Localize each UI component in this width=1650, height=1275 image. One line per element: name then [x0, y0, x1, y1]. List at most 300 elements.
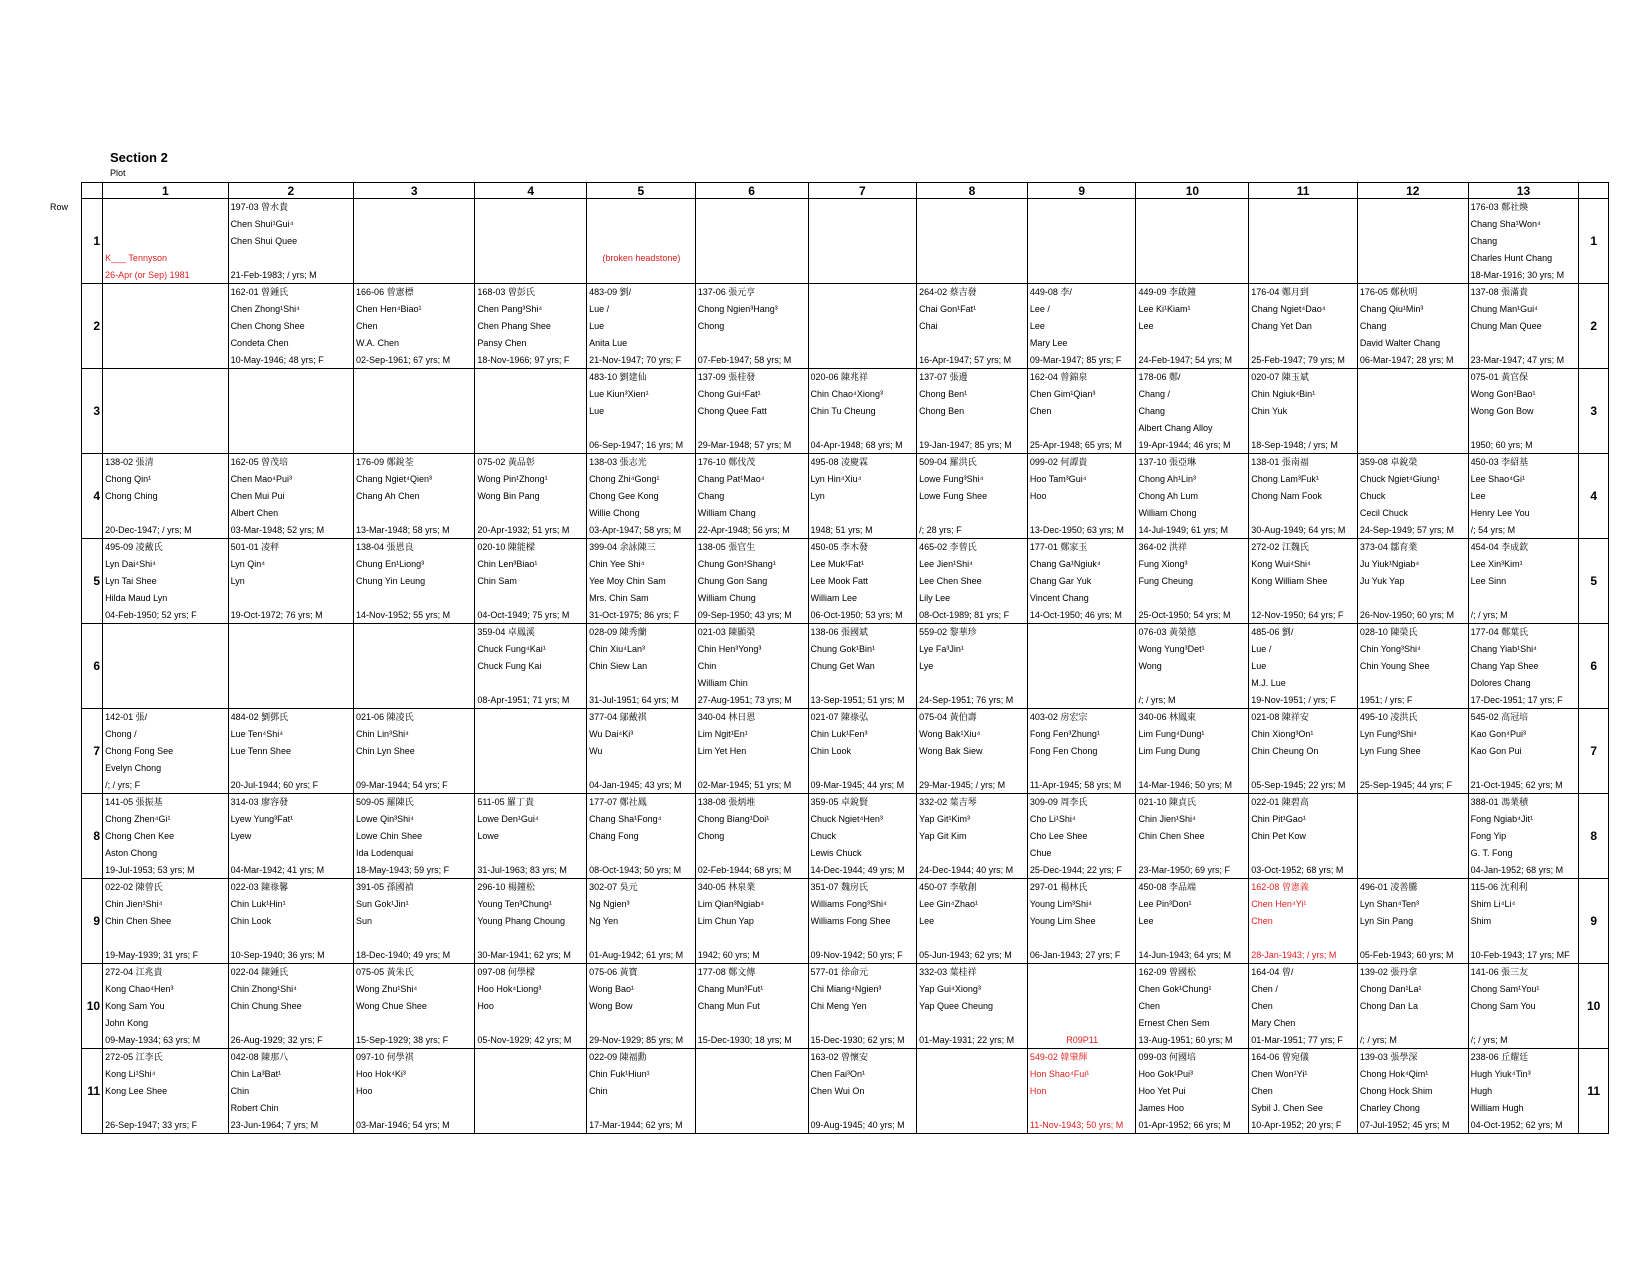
plot-cell — [587, 284, 696, 369]
plot-cell — [587, 199, 696, 284]
pinyin-name: Chi Miang⁴Ngien³ — [810, 984, 882, 994]
english-name — [1138, 846, 1247, 861]
death-date-age-sex: /; / yrs; F — [105, 780, 141, 790]
pinyin-name — [919, 1067, 1026, 1082]
row-number: 7 — [82, 709, 103, 794]
death-date-age-sex: 19-Oct-1972; 76 yrs; M — [230, 610, 323, 620]
plot-id-chinese-name: 377-04 鄔戴祺 — [589, 712, 647, 722]
plot-cell — [103, 284, 228, 369]
pinyin-name: Lee Ki¹Kiam¹ — [1138, 304, 1191, 314]
english-name: K___ Tennyson — [105, 253, 167, 263]
anglicized-name: Young Phang Choung — [477, 916, 566, 926]
death-date-age-sex: 04-Feb-1950; 52 yrs; F — [105, 610, 197, 620]
anglicized-name: Chuck — [810, 831, 837, 841]
anglicized-name: Chin Lyn Shee — [356, 746, 415, 756]
pinyin-name: Chen Gok¹Chung¹ — [1138, 984, 1212, 994]
english-name — [1360, 761, 1467, 776]
anglicized-name: Chang Gar Yuk — [1029, 576, 1092, 586]
pinyin-name: Lee / — [1029, 304, 1050, 314]
english-name: Vincent Chang — [1029, 593, 1089, 603]
pinyin-name: Fong Fen³Zhung¹ — [1029, 729, 1100, 739]
pinyin-name: Chen Mao⁴Pui³ — [230, 474, 292, 484]
plot-cell — [1136, 709, 1249, 794]
death-date-age-sex: 12-Nov-1950; 64 yrs; F — [1251, 610, 1344, 620]
plot-cell — [354, 199, 475, 284]
death-date-age-sex — [1030, 693, 1135, 708]
english-name: Sybil J. Chen See — [1251, 1103, 1323, 1113]
death-date-age-sex — [356, 268, 473, 283]
pinyin-name: Chen Gim¹Qian³ — [1029, 389, 1096, 399]
plot-id-chinese-name — [231, 370, 352, 385]
english-name — [1360, 251, 1467, 266]
english-name — [589, 761, 694, 776]
death-date-age-sex: 09-May-1934; 63 yrs; M — [105, 1035, 201, 1045]
plot-id-chinese-name: 022-09 陳福勳 — [589, 1052, 647, 1062]
death-date-age-sex: 1951; / yrs; F — [1359, 695, 1413, 705]
anglicized-name — [105, 659, 226, 674]
row-number: 2 — [82, 284, 103, 369]
pinyin-name: Williams Fong³Shi⁴ — [810, 899, 887, 909]
death-date-age-sex: 01-Mar-1951; 77 yrs; F — [1251, 1035, 1343, 1045]
death-date-age-sex: 05-Feb-1943; 60 yrs; M — [1359, 950, 1454, 960]
death-date-age-sex: 10-Apr-1952; 20 yrs; F — [1251, 1120, 1342, 1130]
english-name — [356, 931, 473, 946]
plot-id-chinese-name: 272-05 江李氏 — [105, 1052, 163, 1062]
anglicized-name: Chong Ah Lum — [1138, 491, 1199, 501]
plot-row — [82, 454, 1609, 539]
plot-id-chinese-name: 483-10 劉建仙 — [589, 372, 647, 382]
anglicized-name — [1030, 659, 1135, 674]
death-date-age-sex: 10-Sep-1940; 36 yrs; M — [230, 950, 325, 960]
english-name — [231, 251, 352, 266]
english-name — [1030, 506, 1135, 521]
plot-id-chinese-name — [105, 200, 226, 215]
english-name: (broken headstone) — [602, 253, 681, 263]
pinyin-name: Lowe Den¹Gui⁴ — [477, 814, 539, 824]
english-name — [1138, 336, 1247, 351]
row-number: 3 — [1579, 369, 1609, 454]
plot-id-chinese-name: 076-03 黃榮德 — [1138, 627, 1196, 637]
pinyin-name: Chin Xiu⁴Lan³ — [589, 644, 645, 654]
plot-row — [82, 284, 1609, 369]
english-name: William Chung — [697, 593, 756, 603]
english-name: Lewis Chuck — [810, 848, 862, 858]
pinyin-name — [477, 1067, 585, 1082]
pinyin-name: Chen Hen⁴Biao¹ — [356, 304, 422, 314]
pinyin-name: Lue / — [1251, 644, 1272, 654]
plot-cell — [1468, 539, 1579, 624]
english-name: G. T. Fong — [1470, 848, 1513, 858]
pinyin-name: Chin Lin³Shi⁴ — [356, 729, 409, 739]
death-date-age-sex — [231, 438, 352, 453]
anglicized-name: Chin Chen Shee — [1138, 831, 1205, 841]
english-name — [698, 761, 807, 776]
anglicized-name: Lim Chun Yap — [697, 916, 754, 926]
pinyin-name: Chong Ngien³Hang³ — [697, 304, 778, 314]
pinyin-name: Hoo Gok¹Pui³ — [1138, 1069, 1193, 1079]
english-name: W.A. Chen — [356, 338, 400, 348]
plot-id-chinese-name: 162-08 曾憲義 — [1251, 882, 1309, 892]
english-name — [1138, 931, 1247, 946]
english-name: M.J. Lue — [1251, 678, 1286, 688]
plot-cell — [917, 284, 1028, 369]
english-name — [811, 506, 916, 521]
death-date-age-sex: 29-Mar-1948; 57 yrs; M — [697, 440, 792, 450]
plot-id-chinese-name: 495-08 凌慶霖 — [810, 457, 869, 467]
english-name: Hilda Maud Lyn — [105, 593, 168, 603]
english-name — [589, 421, 694, 436]
english-name — [105, 931, 226, 946]
row-number: 9 — [1579, 879, 1609, 964]
death-date-age-sex: 07-Jul-1952; 45 yrs; M — [1359, 1120, 1450, 1130]
plot-cell — [808, 879, 917, 964]
pinyin-name: Lim Fung⁴Dung¹ — [1138, 729, 1205, 739]
pinyin-name: Lyew Yung³Fat¹ — [230, 814, 294, 824]
anglicized-name: Lowe Chin Shee — [356, 831, 423, 841]
death-date-age-sex: /; / yrs; M — [1470, 610, 1508, 620]
column-header: 8 — [917, 183, 1028, 199]
plot-id-chinese-name: 097-08 何學樑 — [477, 967, 535, 977]
pinyin-name — [589, 217, 694, 232]
death-date-age-sex: 25-Sep-1945; 44 yrs; F — [1359, 780, 1452, 790]
pinyin-name — [1360, 387, 1467, 402]
anglicized-name: Chen Shui Quee — [230, 236, 298, 246]
english-name — [477, 506, 585, 521]
plot-cell — [1027, 284, 1136, 369]
english-name — [1030, 1016, 1135, 1031]
anglicized-name — [811, 234, 916, 249]
plot-id-chinese-name: 297-01 楊林氏 — [1029, 882, 1088, 892]
plot-id-chinese-name: 509-04 羅洪氏 — [919, 457, 977, 467]
death-date-age-sex: 28-Jan-1943; / yrs; M — [1251, 950, 1337, 960]
plot-id-chinese-name: 075-02 黃品彰 — [477, 457, 535, 467]
plot-id-chinese-name: 449-09 李啟鐘 — [1138, 287, 1196, 297]
plot-cell — [1027, 624, 1136, 709]
pinyin-name: Hoo Hok⁴Liong³ — [477, 984, 542, 994]
anglicized-name: Hoo — [1029, 491, 1047, 501]
death-date-age-sex: 09-Mar-1945; 44 yrs; M — [810, 780, 905, 790]
plot-id-chinese-name: 137-09 張桂發 — [697, 372, 756, 382]
death-date-age-sex: 09-Nov-1942; 50 yrs; F — [810, 950, 903, 960]
pinyin-name: Chin Chao⁴Xiong³ — [810, 389, 883, 399]
english-name: Mary Chen — [1251, 1018, 1296, 1028]
death-date-age-sex: 14-Dec-1944; 49 yrs; M — [810, 865, 905, 875]
english-name — [698, 846, 807, 861]
death-date-age-sex: 07-Feb-1947; 58 yrs; M — [697, 355, 792, 365]
english-name — [477, 676, 585, 691]
plot-cell — [808, 199, 917, 284]
anglicized-name: Lue — [1251, 661, 1267, 671]
burial-plot-grid — [81, 182, 1609, 1134]
anglicized-name: Hon — [1029, 1086, 1047, 1096]
plot-cell — [1136, 1049, 1249, 1134]
plot-id-chinese-name: 176-10 鄭伐茂 — [697, 457, 756, 467]
plot-cell — [1027, 1049, 1136, 1134]
plot-id-chinese-name: 176-04 鄭月到 — [1251, 287, 1309, 297]
plot-id-chinese-name — [231, 625, 352, 640]
death-date-age-sex: 15-Sep-1929; 38 yrs; F — [356, 1035, 449, 1045]
plot-id-chinese-name: 141-06 張三友 — [1470, 967, 1529, 977]
english-name — [477, 251, 585, 266]
plot-cell — [587, 964, 696, 1049]
row-number: 3 — [82, 369, 103, 454]
pinyin-name: Lowe Qin³Shi⁴ — [356, 814, 414, 824]
grid-body — [82, 199, 1609, 1134]
plot-id-chinese-name: 501-01 凌秤 — [230, 542, 280, 552]
row-number: 8 — [1579, 794, 1609, 879]
english-name — [1251, 931, 1356, 946]
plot-cell — [354, 624, 475, 709]
pinyin-name: Chen Won¹Yi¹ — [1251, 1069, 1308, 1079]
anglicized-name: Yee Moy Chin Sam — [589, 576, 666, 586]
anglicized-name: Lyn Sin Pang — [1359, 916, 1414, 926]
plot-cell — [475, 369, 587, 454]
english-name: William Chang — [697, 508, 756, 518]
plot-cell — [354, 879, 475, 964]
anglicized-name: Sun — [356, 916, 373, 926]
death-date-age-sex: 09-Mar-1944; 54 yrs; F — [356, 780, 448, 790]
pinyin-name: Chung En¹Liong³ — [356, 559, 425, 569]
plot-cell — [917, 1049, 1028, 1134]
plot-cell — [228, 879, 353, 964]
english-name: Robert Chin — [230, 1103, 279, 1113]
pinyin-name — [231, 642, 352, 657]
anglicized-name: Lee Sinn — [1470, 576, 1507, 586]
plot-id-chinese-name: 137-07 張邊 — [919, 372, 968, 382]
plot-cell — [1357, 964, 1468, 1049]
anglicized-name: Wong — [1138, 661, 1162, 671]
death-date-age-sex: /; / yrs; M — [1138, 695, 1176, 705]
plot-id-chinese-name: 511-05 羅丁貴 — [477, 797, 535, 807]
plot-cell — [1136, 284, 1249, 369]
pinyin-name — [1030, 642, 1135, 657]
english-name: Albert Chen — [230, 508, 279, 518]
pinyin-name: Chin Jien¹Shi⁴ — [1138, 814, 1196, 824]
english-name — [105, 676, 226, 691]
english-name: Aston Chong — [105, 848, 158, 858]
english-name — [1251, 761, 1356, 776]
english-name — [698, 421, 807, 436]
plot-cell — [587, 454, 696, 539]
plot-cell — [103, 454, 228, 539]
death-date-age-sex: 17-Mar-1944; 62 yrs; M — [589, 1120, 683, 1130]
pinyin-name: Hon Shao⁴Fui¹ — [1029, 1069, 1090, 1079]
plot-cell — [354, 794, 475, 879]
anglicized-name: Fong Yip — [1470, 831, 1507, 841]
anglicized-name: Kong Sam You — [105, 1001, 165, 1011]
death-date-age-sex: 14-Oct-1950; 46 yrs; M — [1029, 610, 1122, 620]
plot-label: Plot — [110, 168, 126, 178]
plot-id-chinese-name: 042-08 陳那八 — [230, 1052, 289, 1062]
plot-cell — [917, 964, 1028, 1049]
plot-cell — [475, 794, 587, 879]
plot-id-chinese-name — [1360, 200, 1467, 215]
english-name — [1471, 1016, 1578, 1031]
plot-id-chinese-name: 302-07 吳元 — [589, 882, 638, 892]
plot-cell — [475, 454, 587, 539]
plot-id-chinese-name: 454-04 李成欽 — [1470, 542, 1529, 552]
death-date-age-sex: 06-Oct-1950; 53 yrs; M — [810, 610, 903, 620]
death-date-age-sex — [1138, 268, 1247, 283]
anglicized-name — [698, 234, 807, 249]
plot-id-chinese-name: 176-05 鄭秋明 — [1359, 287, 1418, 297]
anglicized-name: Yap Git Kim — [919, 831, 967, 841]
death-date-age-sex: 01-Aug-1942; 61 yrs; M — [589, 950, 684, 960]
plot-id-chinese-name: 176-09 鄭銳荃 — [356, 457, 414, 467]
plot-cell — [917, 369, 1028, 454]
plot-row — [82, 879, 1609, 964]
death-date-age-sex: 19-Jan-1947; 85 yrs; M — [919, 440, 1012, 450]
death-date-age-sex: 04-Mar-1942; 41 yrs; M — [230, 865, 325, 875]
pinyin-name: Lowe Fung³Shi⁴ — [919, 474, 984, 484]
pinyin-name — [1251, 217, 1356, 232]
plot-id-chinese-name: 359-08 卓銳榮 — [1359, 457, 1418, 467]
english-name — [698, 1016, 807, 1031]
plot-id-chinese-name: 496-01 凌善騰 — [1359, 882, 1418, 892]
death-date-age-sex: /; / yrs; M — [1359, 1035, 1397, 1045]
death-date-age-sex — [477, 1118, 585, 1133]
anglicized-name: Lee — [919, 916, 935, 926]
death-date-age-sex: 26-Sep-1947; 33 yrs; F — [105, 1120, 198, 1130]
plot-cell — [1136, 454, 1249, 539]
english-name — [919, 251, 1026, 266]
plot-cell — [103, 369, 228, 454]
column-header: 13 — [1468, 183, 1579, 199]
english-name — [356, 761, 473, 776]
plot-cell — [1249, 709, 1358, 794]
plot-id-chinese-name: 373-04 鄒育業 — [1359, 542, 1418, 552]
death-date-age-sex: 22-Apr-1948; 56 yrs; M — [697, 525, 790, 535]
english-name — [1471, 931, 1578, 946]
plot-cell — [1136, 199, 1249, 284]
english-name — [589, 931, 694, 946]
plot-id-chinese-name — [811, 200, 916, 215]
english-name — [919, 761, 1026, 776]
english-name — [811, 336, 916, 351]
english-name: Mrs. Chin Sam — [589, 593, 649, 603]
anglicized-name: Chung Get Wan — [810, 661, 875, 671]
plot-cell — [103, 794, 228, 879]
plot-id-chinese-name: 388-01 馮業積 — [1470, 797, 1529, 807]
death-date-age-sex: 10-Feb-1943; 17 yrs; MF — [1470, 950, 1570, 960]
english-name — [477, 846, 585, 861]
death-date-age-sex: 01-May-1931; 22 yrs; M — [919, 1035, 1015, 1045]
plot-cell — [103, 624, 228, 709]
plot-cell — [1136, 369, 1249, 454]
pinyin-name: Chuck Fung⁴Kai¹ — [477, 644, 546, 654]
death-date-age-sex: 08-Oct-1989; 81 yrs; F — [919, 610, 1010, 620]
row-number: 7 — [1579, 709, 1609, 794]
anglicized-name: Chong Fong See — [105, 746, 174, 756]
anglicized-name — [919, 1084, 1026, 1099]
plot-row — [82, 1049, 1609, 1134]
english-name — [589, 676, 694, 691]
column-header: 5 — [587, 183, 696, 199]
plot-cell — [228, 794, 353, 879]
death-date-age-sex: /; 54 yrs; M — [1470, 525, 1516, 535]
plot-id-chinese-name — [105, 370, 226, 385]
anglicized-name: Chin Chen Shee — [105, 916, 172, 926]
english-name — [1030, 676, 1135, 691]
anglicized-name: Lowe — [477, 831, 499, 841]
column-header: 3 — [354, 183, 475, 199]
plot-cell — [1249, 369, 1358, 454]
plot-cell — [1136, 879, 1249, 964]
death-date-age-sex — [477, 438, 585, 453]
plot-id-chinese-name: 485-06 劉/ — [1251, 627, 1294, 637]
plot-cell — [475, 879, 587, 964]
pinyin-name — [698, 217, 807, 232]
pinyin-name: Chong Zhen⁴Gi¹ — [105, 814, 171, 824]
plot-id-chinese-name: 340-05 林泉業 — [697, 882, 756, 892]
plot-cell — [354, 284, 475, 369]
plot-id-chinese-name: 139-02 張丹拿 — [1359, 967, 1418, 977]
column-header: 2 — [228, 183, 353, 199]
anglicized-name: Lyn Fung Shee — [1359, 746, 1421, 756]
anglicized-name — [477, 404, 585, 419]
anglicized-name — [477, 234, 585, 249]
pinyin-name: Chong Ben¹ — [919, 389, 968, 399]
pinyin-name: Chang Yiab¹Shi⁴ — [1470, 644, 1538, 654]
english-name — [231, 421, 352, 436]
plot-id-chinese-name: 162-04 曾錦泉 — [1029, 372, 1088, 382]
pinyin-name: Young Ten³Chung¹ — [477, 899, 552, 909]
anglicized-name: Chin Siew Lan — [589, 661, 648, 671]
plot-id-chinese-name: 021-03 陳顯榮 — [697, 627, 756, 637]
plot-cell — [1136, 539, 1249, 624]
anglicized-name: Chang — [1138, 406, 1165, 416]
death-date-age-sex: 09-Mar-1947; 85 yrs; F — [1029, 355, 1122, 365]
anglicized-name: Lyn — [810, 491, 825, 501]
english-name — [105, 336, 226, 351]
pinyin-name: Chen Fai³On¹ — [810, 1069, 866, 1079]
death-date-age-sex: 19-Nov-1951; / yrs; F — [1251, 695, 1336, 705]
plot-id-chinese-name — [589, 200, 694, 215]
anglicized-name: Lim Fung Dung — [1138, 746, 1201, 756]
plot-cell — [808, 624, 917, 709]
death-date-age-sex: 31-Jul-1951; 64 yrs; M — [589, 695, 679, 705]
death-date-age-sex: 1942; 60 yrs; M — [697, 950, 760, 960]
plot-id-chinese-name: 450-05 李木發 — [810, 542, 869, 552]
plot-id-chinese-name: 138-05 張官生 — [697, 542, 756, 552]
english-name — [1471, 336, 1578, 351]
anglicized-name: Kong Lee Shee — [105, 1086, 168, 1096]
plot-id-chinese-name — [477, 370, 585, 385]
death-date-age-sex: 18-May-1943; 59 yrs; F — [356, 865, 450, 875]
row-number: 5 — [82, 539, 103, 624]
corner-cell — [82, 183, 103, 199]
english-name — [105, 506, 226, 521]
anglicized-name: Lue — [589, 321, 605, 331]
plot-id-chinese-name: 139-03 張學深 — [1359, 1052, 1418, 1062]
death-date-age-sex: 04-Oct-1949; 75 yrs; M — [477, 610, 570, 620]
plot-cell — [475, 624, 587, 709]
anglicized-name: Chen Chong Shee — [230, 321, 305, 331]
anglicized-name: Lue — [589, 406, 605, 416]
plot-id-chinese-name: 022-04 陳鍾氏 — [230, 967, 289, 977]
anglicized-name — [589, 234, 694, 249]
english-name — [1360, 421, 1467, 436]
death-date-age-sex: R09P11 — [1066, 1035, 1099, 1045]
anglicized-name — [1251, 234, 1356, 249]
death-date-age-sex — [105, 438, 226, 453]
death-date-age-sex: 02-Mar-1945; 51 yrs; M — [697, 780, 792, 790]
death-date-age-sex: 14-Jul-1949; 61 yrs; M — [1138, 525, 1229, 535]
english-name — [356, 251, 473, 266]
death-date-age-sex: 23-Mar-1947; 47 yrs; M — [1470, 355, 1565, 365]
english-name — [1360, 676, 1467, 691]
english-name — [231, 591, 352, 606]
